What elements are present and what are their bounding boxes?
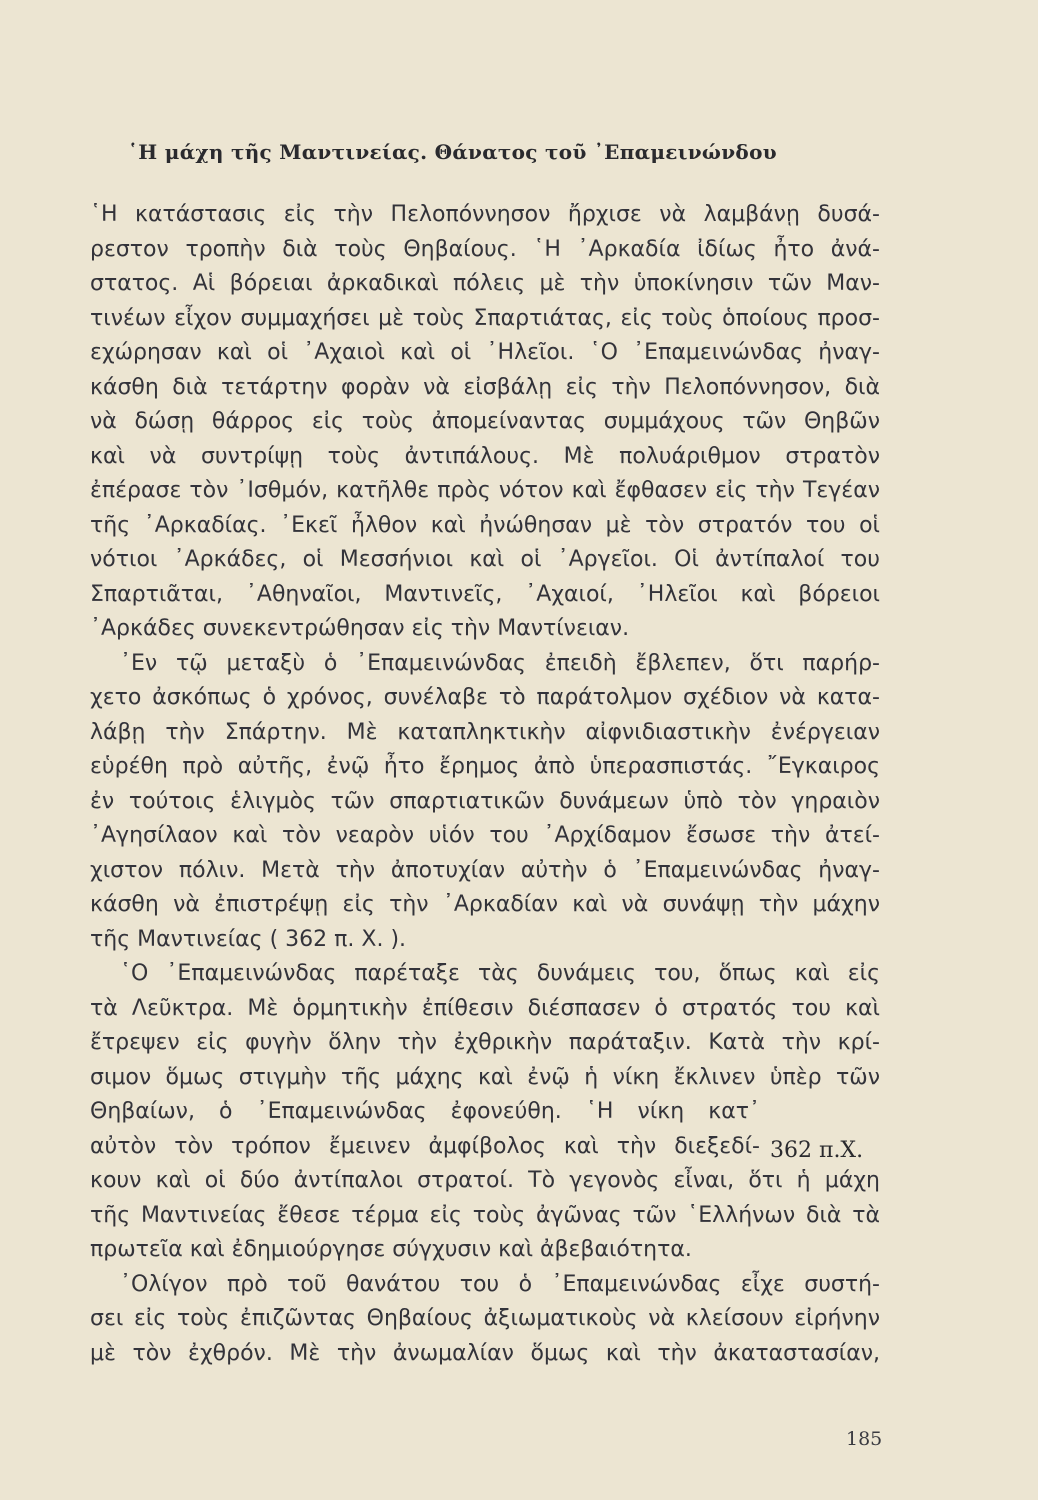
text-line: ῾Η κατάστασις εἰς τὴν Πελοπόννησον ἤρχισε νὰ λαμβάνῃ δυσά- (90, 202, 880, 227)
text-line: ῾Ο ᾿Επαμεινώνδας παρέταξε τὰς δυνάμεις του, ὅπως καὶ εἰς (120, 961, 880, 986)
body-text (90, 198, 880, 1371)
text-line: λάβῃ τὴν Σπάρτην. Μὲ καταπληκτικὴν αἰφνιδιαστικὴν ἐνέργειαν (90, 719, 880, 745)
text-line: τῆς ᾿Αρκαδίας. ᾿Εκεῖ ἦλθον καὶ ἠνώθησαν μὲ τὸν στρατόν του οἱ (90, 512, 880, 538)
text-line: ᾿Αρκάδες συνεκεντρώθησαν εἰς τὴν Μαντίνειαν. (90, 616, 630, 641)
text-line: ᾿Ολίγον πρὸ τοῦ θανάτου του ὁ ᾿Επαμεινώνδας εἶχε συστή- (120, 1271, 880, 1297)
text-line: νὰ δώσῃ θάρρος εἰς τοὺς ἀπομείναντας συμμάχους τῶν Θηβῶν (90, 409, 880, 434)
text-line: σει εἰς τοὺς ἐπιζῶντας Θηβαίους ἀξιωματικοὺς νὰ κλείσουν εἰρήνην (90, 1306, 880, 1331)
text-line: ᾿Αγησίλαον καὶ τὸν νεαρὸν υἱόν του ᾿Αρχίδαμον ἔσωσε τὴν ἀτεί- (90, 823, 880, 848)
text-line: τῆς Μαντινείας ἔθεσε τέρμα εἰς τοὺς ἀγῶνας τῶν ῾Ελλήνων διὰ τὰ (90, 1202, 880, 1228)
text-line: ᾿Εν τῷ μεταξὺ ὁ ᾿Επαμεινώνδας ἐπειδὴ ἔβλεπεν, ὅτι παρήρ- (120, 650, 880, 676)
text-line: κάσθη νὰ ἐπιστρέψῃ εἰς τὴν ᾿Αρκαδίαν καὶ νὰ συνάψῃ τὴν μάχην (90, 892, 880, 917)
text-line: Σπαρτιᾶται, ᾿Αθηναῖοι, Μαντινεῖς, ᾿Αχαιοί, ᾿Ηλεῖοι καὶ βόρειοι (90, 581, 880, 607)
chapter-heading: ῾Η μάχη τῆς Μαντινείας. Θάνατος τοῦ ᾿Επαμεινώνδου (128, 140, 777, 164)
text-line: ἐν τούτοις ἑλιγμὸς τῶν σπαρτιατικῶν δυνάμεων ὑπὸ τὸν γηραιὸν (90, 788, 880, 814)
text-line: εχώρησαν καὶ οἱ ᾿Αχαιοὶ καὶ οἱ ᾿Ηλεῖοι. ῾Ο ᾿Επαμεινώνδας ἠναγ- (90, 340, 880, 365)
text-line: εὑρέθη πρὸ αὐτῆς, ἐνῷ ἦτο ἔρημος ἀπὸ ὑπερασπιστάς. ῎Εγκαιρος (90, 754, 880, 779)
text-line: κουν καὶ οἱ δύο ἀντίπαλοι στρατοί. Τὸ γεγονὸς εἶναι, ὅτι ἡ μάχη (90, 1168, 880, 1193)
text-line: καὶ νὰ συντρίψῃ τοὺς ἀντιπάλους. Μὲ πολυάριθμον στρατὸν (90, 443, 880, 469)
text-line: τινέων εἶχον συμμαχήσει μὲ τοὺς Σπαρτιάτας, εἰς τοὺς ὁποίους προσ- (90, 305, 880, 331)
text-line: χετο ἀσκόπως ὁ χρόνος, συνέλαβε τὸ παράτολμον σχέδιον νὰ κατα- (90, 685, 880, 710)
text-line: ἐπέρασε τὸν ᾿Ισθμόν, κατῆλθε πρὸς νότον καὶ ἔφθασεν εἰς τὴν Τεγέαν (90, 478, 880, 503)
text-line: ἔτρεψεν εἰς φυγὴν ὅλην τὴν ἐχθρικὴν παράταξιν. Κατὰ τὴν κρί- (90, 1030, 880, 1055)
text-line: ρεστον τροπὴν διὰ τοὺς Θηβαίους. ῾Η ᾿Αρκαδία ἰδίως ἦτο ἀνά- (90, 236, 880, 262)
text-line: αὐτὸν τὸν τρόπον ἔμεινεν ἀμφίβολος καὶ τὴν διεξεδί- (90, 1133, 760, 1159)
text-line: χιστον πόλιν. Μετὰ τὴν ἀποτυχίαν αὐτὴν ὁ ᾿Επαμεινώνδας ἠναγ- (90, 857, 880, 883)
text-line: μὲ τὸν ἐχθρόν. Μὲ τὴν ἀνωμαλίαν ὅμως καὶ τὴν ἀκαταστασίαν, (90, 1340, 880, 1366)
page-number: 185 (846, 1428, 883, 1450)
text-line: τὰ Λεῦκτρα. Μὲ ὁρμητικὴν ἐπίθεσιν διέσπασεν ὁ στρατός του καὶ (90, 995, 880, 1021)
margin-date-note: 362 π.Χ. (770, 1138, 864, 1163)
text-line: στατος. Αἱ βόρειαι ἀρκαδικαὶ πόλεις μὲ τὴν ὑποκίνησιν τῶν Μαν- (90, 271, 880, 296)
text-line: κάσθη διὰ τετάρτην φορὰν νὰ εἰσβάλῃ εἰς τὴν Πελοπόννησον, διὰ (90, 374, 880, 400)
text-line: Θηβαίων, ὁ ᾿Επαμεινώνδας ἐφονεύθη. ῾Η νίκη κατ᾿ (90, 1099, 760, 1124)
text-line: τῆς Μαντινείας ( 362 π. Χ. ). (90, 926, 407, 952)
text-line: νότιοι ᾿Αρκάδες, οἱ Μεσσήνιοι καὶ οἱ ᾿Αργεῖοι. Οἱ ἀντίπαλοί του (90, 547, 880, 572)
text-line: σιμον ὅμως στιγμὴν τῆς μάχης καὶ ἐνῷ ἡ νίκη ἔκλινεν ὑπὲρ τῶν (90, 1064, 880, 1090)
text-line: πρωτεῖα καὶ ἐδημιούργησε σύγχυσιν καὶ ἀβεβαιότητα. (90, 1237, 692, 1262)
